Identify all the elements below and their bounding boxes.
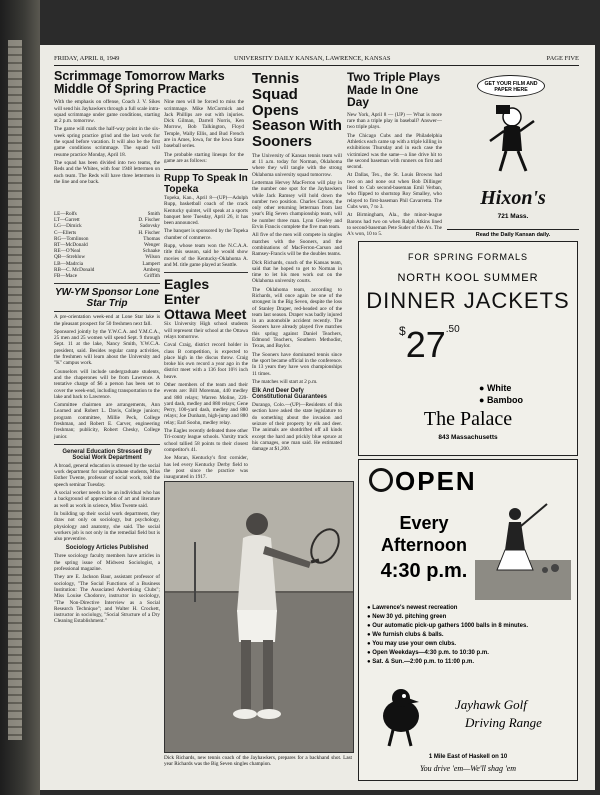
tennis-body-4: Dick Richards, coach of the Kansas team, said that he hoped to get to Norman in time to let his men work out on the Oklahoma university courts. (252, 259, 342, 285)
golf-bullet: ● Our automatic pick-up gathers 1000 balls in 8 minutes. (367, 623, 529, 629)
column-triple-plays (347, 71, 442, 263)
tennis-body-5: The Oklahoma team, according to Richards, will once again be one of the strongest in the Big Seven, despite the loss of Stanley Draper, red-headed ace of the team last season. Draper was badly injured in an automobile accident recently. The Sooners have already played five matches this spring against Daniel Teachers, Edmond Teachers, Southern Methodist, Texas, and Baylor. (252, 286, 342, 350)
header-page: PAGE FIVE (546, 55, 579, 62)
palace-store: The Palace (423, 408, 513, 430)
column-tennis (252, 71, 342, 475)
scrimmage-body-2: The game will mark the half-way point in the six-week spring practice grind and the last work for the squad before vacation. It will also be the first game conditions scrimmage. The squad will resume practice Monday, April 18. (54, 126, 160, 158)
palace-line-2: NORTH KOOL SUMMER (397, 272, 539, 284)
golf-bullet: ● We furnish clubs & balls. (367, 632, 444, 638)
lineup-list (54, 211, 160, 279)
palace-price (399, 324, 460, 366)
bullet-icon: ● (479, 383, 487, 393)
hixons-tagline: Read the Daily Kansan daily. (447, 229, 579, 238)
eagles-body-4: The Eagles recently defeated three other Tri-county league schools. Varsity track school tallied 58 points to their closest competitor's 41. (164, 428, 248, 453)
sociology-body-2: They are E. Jackson Baur, assistant professor of sociology, "The Social Functions of a Business Institution: The Associated Advertising Clubs"; Miss Louise Chodorov, instructor in sociology, "The Non-Directive Interview as a Social Research Technique"; and Walter H. Crockett, instructor in sociology, "Social Structure of a Dry Cleaning Establishment." (54, 574, 160, 625)
eagles-body-1: Six University High school students will represent their school at the Ottawa relays tomorrow. (164, 321, 248, 340)
eagles-headline: Eagles Enter Ottawa Meet (164, 276, 247, 322)
lineup-row: LT—Garrett D. Fischer (54, 217, 160, 224)
tennis-photo (164, 481, 354, 753)
jayhawk-mascot-icon (371, 682, 431, 752)
option-bamboo: Bamboo (486, 395, 523, 405)
tripleplays-body-2: The Chicago Cubs and the Philadelphia Athletics each came up with a triple killing in exhibitions Thursday and in each case the victimized was the same—a line drive hit to the second baseman with runners on first and second. (347, 132, 442, 171)
rupp-body-1: Topeka, Kan., April 8—(UP)—Adolph Rupp, basketball coach of the crack Kentucky quintet, will speak at a sports banquet here Tuesday, April 26, it has been announced. (164, 195, 248, 227)
golf-every: Every (399, 513, 449, 533)
hixons-name: Hixon's (480, 187, 546, 209)
tripleplays-body-3: At Dallas, Tex., the St. Louis Browns had two on and none out when Bob Dillinger lined to Cub second-baseman Emil Verban, who flipped to shortstop Roy Smalley, who relayed to first-baseman Phil Cavarretta. The Cubs won, 7 to 3. (347, 172, 442, 210)
price-dollar: $ (399, 324, 406, 338)
hixons-address: 721 Mass. (497, 213, 529, 220)
rupp-body-3: Rupp, whose team won the N.C.A.A. title this season, said he would show movies of the Kentucky-Oklahoma A. and M. title game played at Seattle. (164, 243, 248, 268)
lineup-row: C—Ellerts H. Fischer (54, 229, 160, 236)
rupp-headline: Rupp To Speak In Topeka (164, 173, 248, 195)
lineup-row: RT—McDonald Wenger (54, 242, 160, 249)
bullet-icon: ● (367, 650, 373, 656)
lineup-row: LB—Madrcia Lampert (54, 260, 160, 267)
speech-bubble: GET YOUR FILM AND PAPER HERE (477, 75, 545, 97)
scrimmage-body-4: Nine men will be forced to miss the scrimmage. Mike McCormick and Jack Phillips are out with injuries. Dick Gilman, Darrell Norris, Ken Morrow, Bob Talkington, Floyd Temple, Wally Ellis, and Bud French are in Ames, Iowa, for the Iowa State baseball series. (164, 99, 244, 150)
golf-bullet: ● Lawrence's newest recreation (367, 605, 458, 611)
bullet-icon: ● (367, 641, 373, 647)
lineup-row: RE—O'Neal Schaake (54, 248, 160, 255)
ywym-body-3: Counselors will include undergraduate students, and the chaperones will be from Lawrence. A tentative charge of $6 a person has been set to cover the week-end, including transportation to the lake and back to Lawrence. (54, 368, 160, 400)
golf-ad (358, 459, 578, 781)
golf-bullet: ● New 30 yd. pitching green (367, 614, 447, 620)
eagles-body-3: Other members of the team and their events are: Bill Moreman, 440 medley and 880 relays; Warren Moline, 220-yard dash, medley and 880 relays; Gene Perry, 100-yard dash, medley and 880 relays; Joe Dunham, high-jump and 880 relay; Earl Soohn, medley relay. (164, 382, 248, 426)
header-date: FRIDAY, APRIL 8, 1949 (54, 55, 120, 62)
palace-ad (358, 241, 578, 456)
lineup-row: FB—Mace Griffith (54, 273, 160, 280)
scrimmage-headline: Scrimmage Tomorrow Marks Middle Of Spring Practice (54, 69, 225, 97)
scrimmage-body-3: The squad has been divided into two teams, the Reds and the Whites, with four 1948 lettermen on each team. The Reds will have three lettermen in the line and one back. (54, 159, 160, 185)
tennis-body-1: The University of Kansas tennis team will at 11 a.m. today for Norman, Oklahoma where they will tangle with the strong Oklahoma university squad tomorrow. (252, 152, 342, 178)
option-white: White (486, 383, 512, 393)
newspaper-page (40, 45, 595, 790)
elkdeer-body: Durango, Colo.—(UP)—Residents of this section have asked the state legislature to do something about the invasion and seizure of their property by elk and deer. The animals are shotdrifted off all kinds except the hard and prickly blue spruce at his carnages, one man said. He estimated damage at $1,200. (252, 402, 342, 453)
golf-time: 4:30 p.m. (380, 560, 468, 582)
golf-name-2: Driving Range (465, 715, 542, 730)
column-second (164, 165, 248, 481)
genedu-body-1: A broad, general education is stressed by the social work department for undergraduate students, Miss Esther Twente, professor of social work, told the speech seminar Tuesday. (54, 462, 160, 488)
lineup-row: RG—Tomlinson Thomas (54, 235, 160, 242)
tripleplays-body-4: At Birmingham, Ala., the minor-league Barons had two on when Ralph Atkins lined to second-baseman Pete Suder of the A's. The A's won, 10 to 5. (347, 212, 442, 238)
book-binding (0, 0, 40, 795)
page-header (54, 53, 579, 66)
bullet-icon: ● (367, 632, 373, 638)
palace-line-3: DINNER JACKETS (366, 288, 570, 313)
bullet-icon: ● (367, 659, 373, 665)
ywym-body-1: A pre-orientation week-end at Lone Star lake is the pleasant prospect for 50 freshmen next fall. (54, 314, 160, 327)
golf-ball-icon (369, 468, 393, 492)
bullet-icon: ● (367, 614, 373, 620)
tennis-player-image (165, 482, 353, 752)
sociology-headline: Sociology Articles Published (65, 545, 149, 552)
golf-location: 1 Mile East of Haskell on 10 (428, 754, 508, 760)
golf-bullet: ● You may use your own clubs. (367, 641, 457, 647)
price-cents: .50 (445, 324, 460, 335)
lineup-row: LG—Dimick Sadovsky (54, 223, 160, 230)
palace-address: 843 Massachusetts (438, 434, 498, 441)
golf-name-1: Jayhawk Golf (455, 697, 527, 712)
tripleplays-headline: Two Triple Plays Made In One Day (347, 70, 441, 110)
genedu-headline: General Education Stressed By Social Work Department (62, 448, 152, 461)
golf-bullets (367, 604, 572, 667)
golf-open: OPEN (395, 466, 477, 496)
golf-slogan: You drive 'em—We'll shag 'em (419, 764, 517, 773)
tripleplays-body-1: New York, April 8 — (UP) — What is more rare than a triple play in baseball? Answer—two triple plays. (347, 111, 442, 131)
lineup-row: LE—Rolfs Smith (54, 211, 160, 217)
bullet-icon: ● (479, 395, 487, 405)
scrimmage-body-1: With the emphasis on offense, Coach J. V. Sikes will send his Jayhawkers through a full scale intra-squad scrimmage under game conditions, starting at 2 p.m. tomorrow. (54, 99, 160, 125)
binding-pages (8, 40, 22, 740)
eagles-body-2: Coval Craig, district record holder in class B competition, is expected to place high in the discus throw. Craig broke his own record a year ago in the district meet with a 136 foot 10½ inch heave. (164, 342, 248, 380)
golf-schedule (379, 512, 469, 582)
genedu-body-2: A social worker needs to be an individual who has a background of appreciation of art and literature as well as work in science, Miss Twente said. (54, 490, 160, 509)
rupp-body-2: The banquet is sponsored by the Topeka chamber of commerce. (164, 228, 248, 241)
ywym-headline: YW-YM Sponsor Lone Star Trip (54, 287, 160, 309)
golfer-illustration-icon (475, 500, 571, 600)
tennis-body-7: The matches will start at 2 p.m. (252, 378, 318, 385)
cartoon-figure-icon (482, 99, 542, 179)
header-paper: UNIVERSITY DAILY KANSAN, LAWRENCE, KANSAS (234, 55, 391, 62)
bullet-icon: ● (367, 605, 373, 611)
lineup-row: QB—Strehlow Wilson (54, 254, 160, 261)
ywym-body-4: Committee chairmen are arrangements, Ann Learned and Robert L. Davis, College juniors; program committee, Millie Peck, College freshman, and Robert E. Carver, engineering freshman; publicity, Robert Chesky, College junior. (54, 402, 160, 440)
golf-bullet: ● Open Weekdays—4:30 p.m. to 10:30 p.m. (367, 650, 489, 656)
photo-caption: Dick Richards, new tennis coach of the Jayhawkers, prepares for a backhand shot. Last year Richards was the Big Seven singles champion. (164, 755, 352, 768)
price-main: 27 (405, 324, 446, 365)
palace-line-1: FOR SPRING FORMALS (407, 252, 528, 262)
sociology-body-1: Three sociology faculty members have articles in the spring issue of Midwest Sociologist, a professional magazine. (54, 553, 160, 573)
genedu-body-3: In building up their social work department, they draw not only on sociology, but psychology, physiology and anatomy, she said. The social workers job is not only in the remedial field but is also preventive. (54, 510, 160, 543)
golf-afternoon: Afternoon (381, 535, 467, 555)
ywym-body-2: Sponsored jointly by the Y.W.C.A. and Y.M.C.A., 25 men and 25 women will spend Sept. 9 through Sept. 11 at the lake, Nancy Smith, Y.W.C.A. president, said. Besides regular camp activities, the freshmen will learn about the University and "K" campus work. (54, 328, 160, 367)
bullet-icon: ● (367, 623, 373, 629)
eagles-body-5: Joe Moran, Kentucky's first cornider, has led every Kentucky Derby field to the post since the practice was inaugurated in 1917. (164, 455, 248, 481)
tennis-headline: Tennis Squad Opens Season With Sooners (252, 70, 342, 150)
golf-bullet: ● Sat. & Sun.—2:00 p.m. to 11:00 p.m. (367, 659, 474, 665)
tennis-body-2: Letterman Hervey MacFerron will play in the number one spot for the Jayhawkers while Jack Ramsey will hold down the number two position. Charles Carson, the only other returning letterman from last year's Big Seven championship team, will be number three man. Lynn Greeley and Ervin Francis complete the five man team. (252, 179, 342, 231)
lineup-row: RB—C. McDonald Amberg (54, 266, 160, 273)
scrimmage-body-5: The probable starting lineups for the game are as follows: (164, 151, 244, 164)
elkdeer-headline: Elk And Deer Defy Constitutional Guarantees (252, 388, 328, 401)
tennis-body-3: All five of the men will compete in singles matches with the Sooners, and the combinations of MacFerron-Carson and Ramsey-Francis will be the doubles teams. (252, 232, 342, 258)
tennis-body-6: The Sooners have dominated tennis since the sport became official in the conference. In 13 years they have won championships 11 times. (252, 351, 342, 377)
hixons-ad (447, 71, 579, 246)
golf-range-name (455, 696, 542, 732)
palace-options (479, 382, 523, 406)
